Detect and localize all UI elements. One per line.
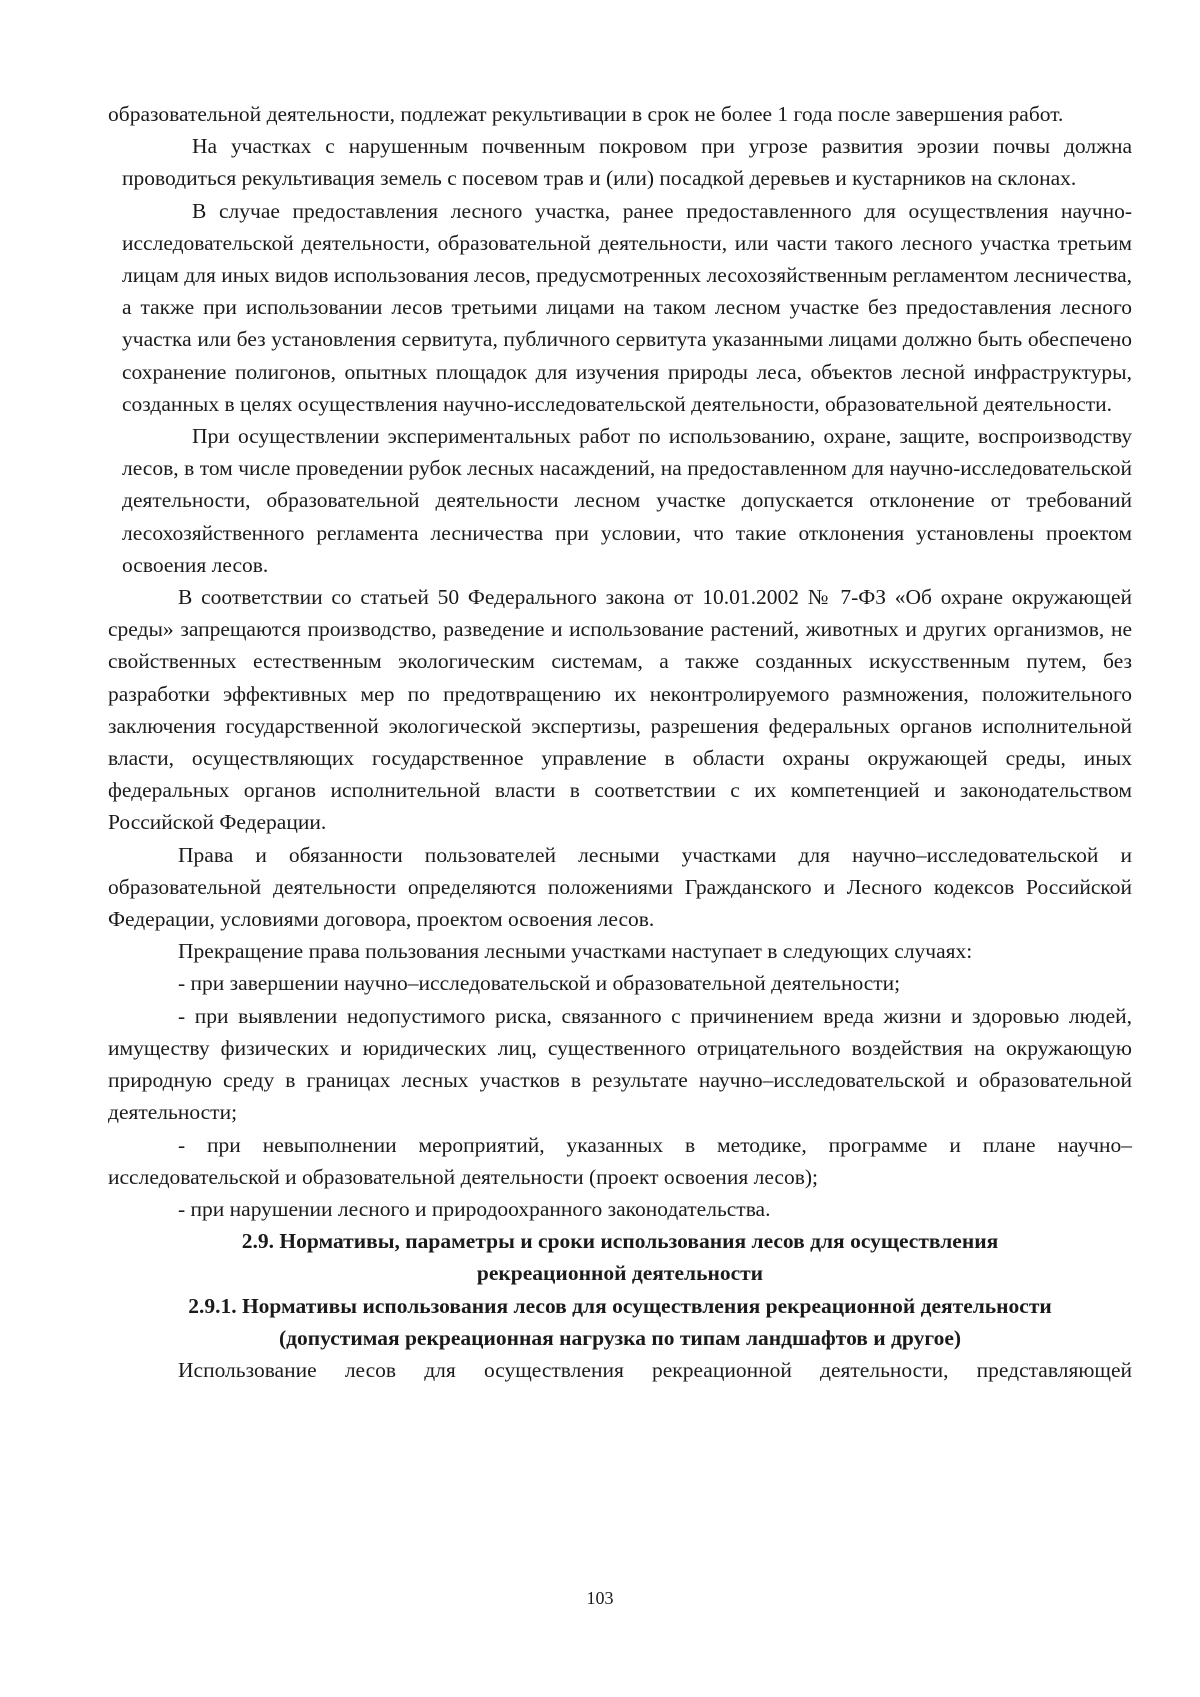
list-item-risk: - при выявлении недопустимого риска, связанного с причинением вреда жизни и здоровью людей, имуществу физических и юридических лиц, существенного отрицательного воздействия на окружающую природную среду в границах лесных участков в результате научно–исследовательской и образовательной деятельности; bbox=[108, 1003, 1132, 1125]
paragraph-third-parties: В случае предоставления лесного участка, ранее предоставленного для осуществления научно-исследовательской деятельности, образовательной деятельности, или части такого лесного участка третьим лицам для иных видов использования лесов, предусмотренных лесохозяйственным регламентом лесничества, а также при использовании лесов третьими лицами на таком лесном участке без предоставления лесного участка или без установления сервитута, публичного сервитута указанными лицами должно быть обеспечено сохранение полигонов, опытных площадок для изучения природы леса, объектов лесной инфраструктуры, созданных в целях осуществления научно-исследовательской деятельности, образовательной деятельности. bbox=[122, 198, 1132, 416]
section-heading-2-9-line1: 2.9. Нормативы, параметры и сроки использования лесов для осуществления bbox=[241, 1229, 999, 1254]
paragraph-rights-duties: Права и обязанности пользователей лесными участками для научно–исследовательской и образовательной деятельности определяются положениями Гражданского и Лесного кодексов Российской Федерации, условиями договора, проектом освоения лесов. bbox=[108, 842, 1132, 932]
section-heading-2-9-1-line2: (допустимая рекреационная нагрузка по типам ландшафтов и другое) bbox=[278, 1325, 962, 1350]
page-number: 103 bbox=[586, 1588, 614, 1608]
paragraph-termination-intro: Прекращение права пользования лесными участками наступает в следующих случаях: bbox=[178, 939, 973, 964]
list-item-violation: - при нарушении лесного и природоохранного законодательства. bbox=[178, 1196, 771, 1221]
list-item-non-fulfillment: - при невыполнении мероприятий, указанных в методике, программе и плане научно–исследовательской и образовательной деятельности (проект освоения лесов); bbox=[108, 1132, 1132, 1189]
list-item-completion: - при завершении научно–исследовательской и образовательной деятельности; bbox=[178, 971, 901, 996]
paragraph-recreation-start: Использование лесов для осуществления рекреационной деятельности, представляющей bbox=[178, 1357, 1132, 1382]
section-heading-2-9-line2: рекреационной деятельности bbox=[476, 1261, 764, 1286]
paragraph-erosion: На участках с нарушенным почвенным покровом при угрозе развития эрозии почвы должна проводиться рекультивация земель с посевом трав и (или) посадкой деревьев и кустарников на склонах. bbox=[122, 134, 1132, 191]
paragraph-continuation: образовательной деятельности, подлежат рекультивации в срок не более 1 года после завершения работ. bbox=[108, 102, 1064, 126]
paragraph-experimental-works: При осуществлении экспериментальных работ по использованию, охране, защите, воспроизводству лесов, в том числе проведении рубок лесных насаждений, на предоставленном для научно-исследовательской деятельности, образовательной деятельности лесном участке допускается отклонение от требований лесохозяйственного регламента лесничества при условии, что такие отклонения установлены проектом освоения лесов. bbox=[122, 424, 1132, 577]
document-body bbox=[108, 98, 1132, 1386]
section-heading-2-9-1-line1: 2.9.1. Нормативы использования лесов для осуществления рекреационной деятельности bbox=[188, 1293, 1052, 1318]
section-heading-2-9-1 bbox=[108, 1290, 1132, 1354]
paragraph-article-50: В соответствии со статьей 50 Федерального закона от 10.01.2002 № 7-ФЗ «Об охране окружающей среды» запрещаются производство, разведение и использование растений, животных и других организмов, не свойственных естественным экологическим системам, а также созданных искусственным путем, без разработки эффективных мер по предотвращению их неконтролируемого размножения, положительного заключения государственной экологической экспертизы, разрешения федеральных органов исполнительной власти, осуществляющих государственное управление в области охраны окружающей среды, иных федеральных органов исполнительной власти в соответствии с их компетенцией и законодательством Российской Федерации. bbox=[108, 585, 1132, 835]
section-heading-2-9 bbox=[108, 1225, 1132, 1289]
